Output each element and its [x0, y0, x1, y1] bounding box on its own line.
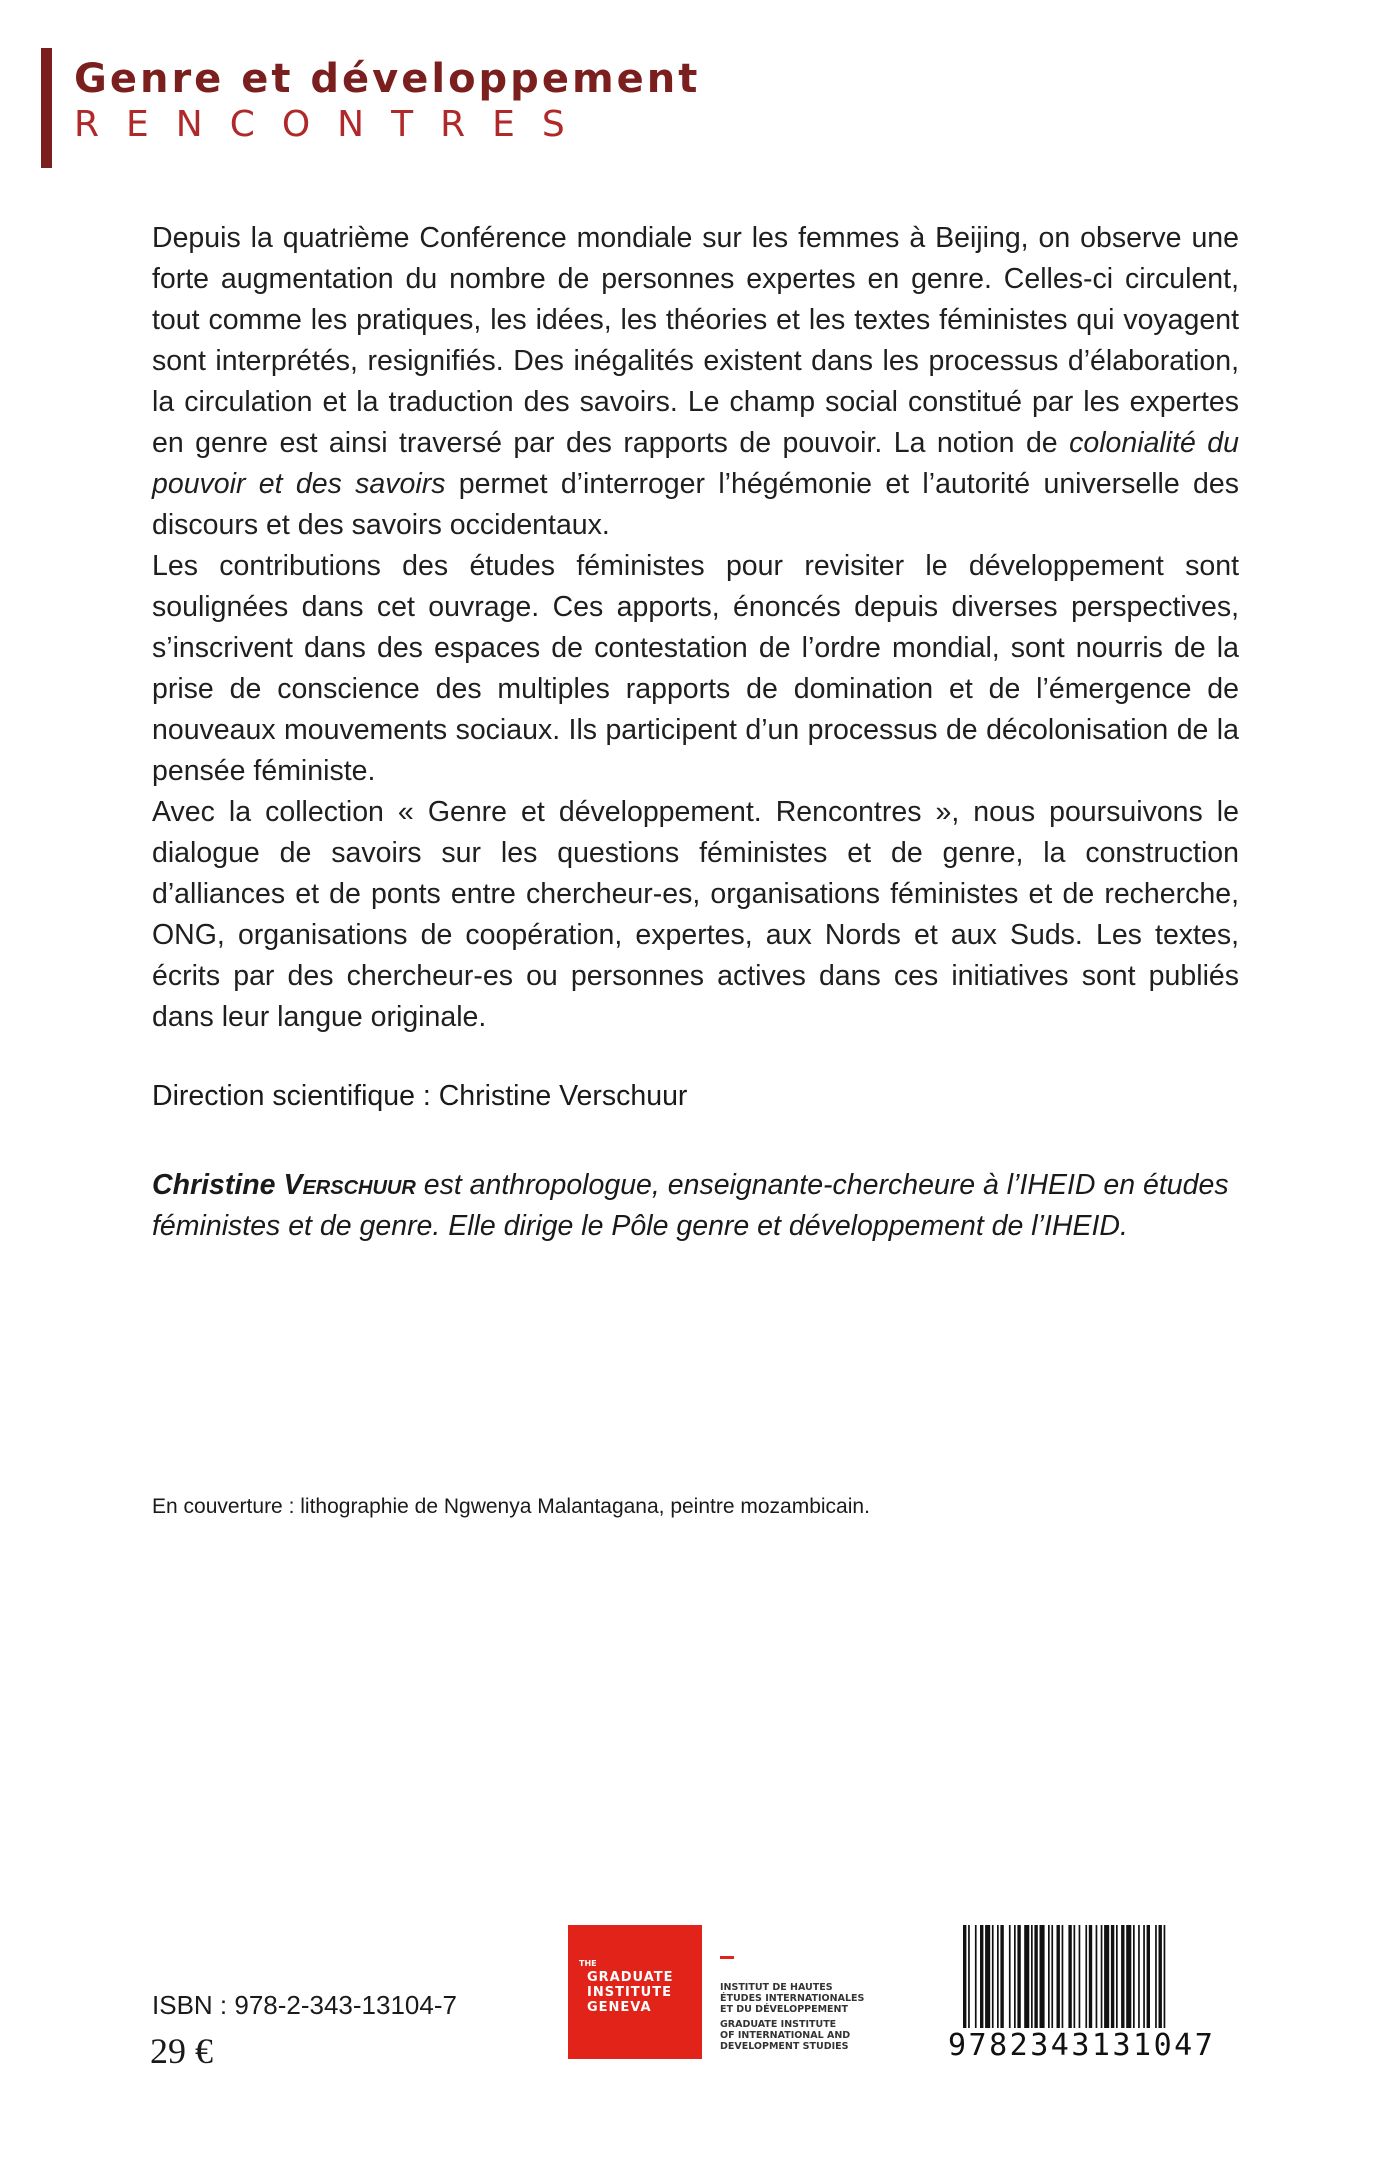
- paragraph-collection: Avec la collection « Genre et développement. Rencontres », nous poursuivons le dialogue de savoirs sur les questions féministes et de genre, la construction d’alliances et de ponts entre chercheur-es, organisations féministes et de recherche, ONG, organisations de coopération, expertes, aux Nords et aux Suds. Les textes, écrits par des chercheur-es ou personnes actives dans ces initiatives sont publiés dans leur langue originale.: [152, 796, 1239, 1033]
- header-accent-bar: [41, 48, 52, 168]
- series-title: Genre et développement: [74, 56, 701, 102]
- graduate-institute-logo: THE GRADUATE INSTITUTE GENEVA: [568, 1925, 702, 2059]
- emphasis-coloniality: colonialité du pouvoir et des savoirs: [152, 427, 1239, 500]
- paragraph-intro: Depuis la quatrième Conférence mondiale sur les femmes à Beijing, on observe une forte augmentation du nombre de personnes expertes en genre. Celles-ci circulent, tout comme les pratiques, les idées, les théories et les textes féministes qui voyagent sont interprétés, resignifiés. Des inégalités existent dans les processus d’élaboration, la circulation et la traduction des savoirs. Le champ social constitué par les expertes en genre est ainsi traversé par des rapports de pouvoir. La notion de colonialité du pouvoir et des savoirs permet d’interroger l’hégémonie et l’autorité universelle des discours et des savoirs occidentaux.: [152, 222, 1239, 541]
- barcode-digits: 9782343131047: [948, 2028, 1216, 2063]
- paragraph-contributions: Les contributions des études féministes pour revisiter le développement sont soulignées dans cet ouvrage. Ces apports, énoncés depuis diverses perspectives, s’inscrivent dans des espaces de contestation de l’ordre mondial, sont nourris de la prise de conscience des multiples rapports de domination et de l’émergence de nouveaux mouvements sociaux. Ils participent d’un processus de décolonisation de la pensée féministe.: [152, 550, 1239, 787]
- logo-dash: [720, 1956, 734, 1959]
- price: 29 €: [150, 2031, 213, 2071]
- series-subtitle: RENCONTRES: [74, 104, 592, 145]
- institute-name-text: INSTITUT DE HAUTES ÉTUDES INTERNATIONALES ET DU DÉVELOPPEMENT GRADUATE INSTITUTE OF INTERNATIONAL AND DEVELOPMENT STUDIES: [720, 1982, 865, 2052]
- isbn: ISBN : 978-2-343-13104-7: [152, 1990, 457, 2020]
- author-surname: Verschuur: [283, 1169, 416, 1201]
- scientific-direction: Direction scientifique : Christine Verschuur: [152, 1080, 688, 1112]
- author-bio: Christine Verschuur est anthropologue, enseignante-chercheure à l’IHEID en études féministes et de genre. Elle dirige le Pôle genre et développement de l’IHEID.: [152, 1169, 1229, 1242]
- author-first-name: Christine: [152, 1169, 276, 1201]
- back-cover-text: [152, 218, 1239, 1247]
- cover-credit: En couverture : lithographie de Ngwenya Malantagana, peintre mozambicain.: [152, 1495, 870, 1518]
